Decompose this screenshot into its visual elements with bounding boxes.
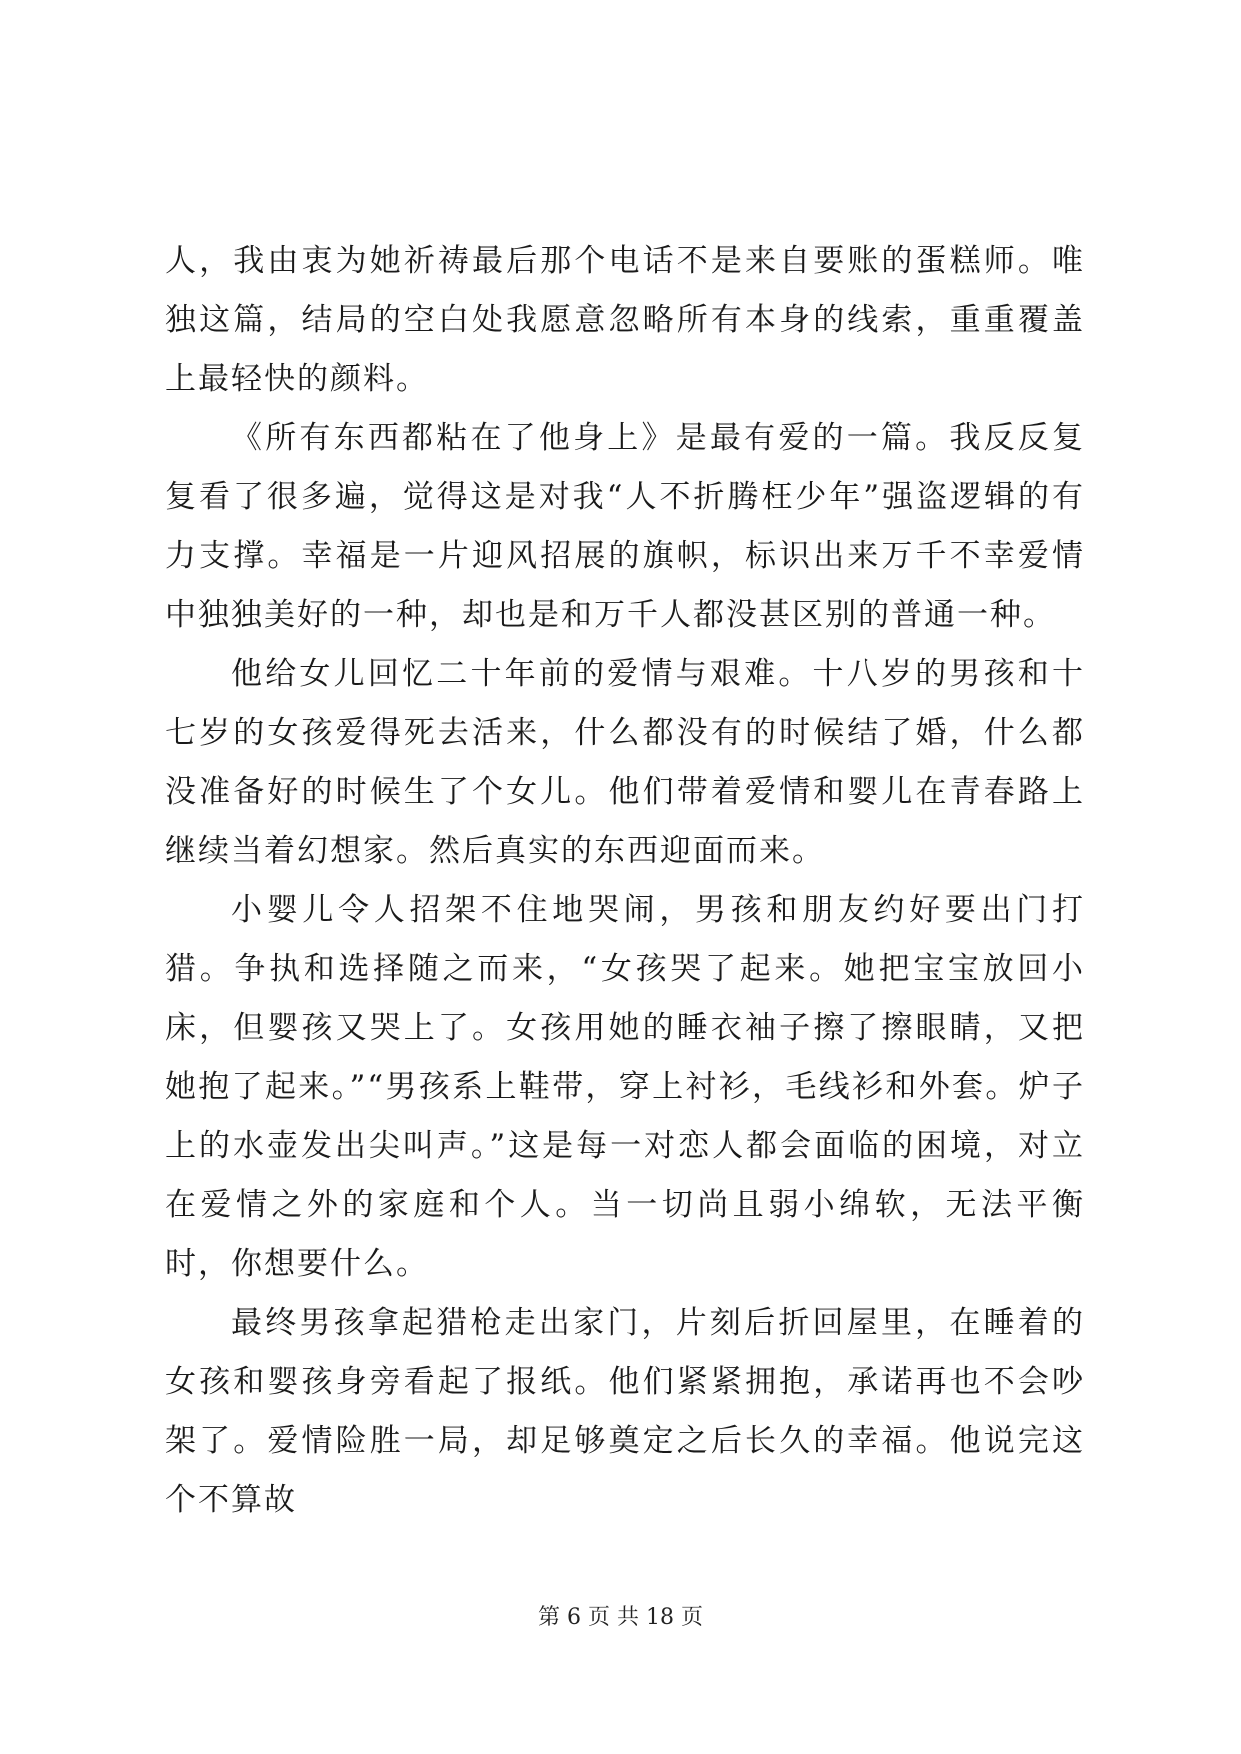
document-body <box>165 232 1085 1530</box>
paragraph: 小婴儿令人招架不住地哭闹，男孩和朋友约好要出门打猎。争执和选择随之而来，“女孩哭了起来。她把宝宝放回小床，但婴孩又哭上了。女孩用她的睡衣袖子擦了擦眼睛，又把她抱了起来。”“男孩系上鞋带，穿上衬衫，毛线衫和外套。炉子上的水壶发出尖叫声。”这是每一对恋人都会面临的困境，对立在爱情之外的家庭和个人。当一切尚且弱小绵软，无法平衡时，你想要什么。 <box>165 892 1085 1282</box>
page-footer: 第 6 页 共 18 页 <box>538 1605 703 1630</box>
paragraph-continued: 人，我由衷为她祈祷最后那个电话不是来自要账的蛋糕师。唯独这篇，结局的空白处我愿意忽略所有本身的线索，重重覆盖上最轻快的颜料。 <box>165 243 1085 397</box>
paragraph: 《所有东西都粘在了他身上》是最有爱的一篇。我反反复复看了很多遍，觉得这是对我“人不折腾枉少年”强盗逻辑的有力支撑。幸福是一片迎风招展的旗帜，标识出来万千不幸爱情中独独美好的一种，却也是和万千人都没甚区别的普通一种。 <box>165 420 1085 633</box>
paragraph: 最终男孩拿起猎枪走出家门，片刻后折回屋里，在睡着的女孩和婴孩身旁看起了报纸。他们紧紧拥抱，承诺再也不会吵架了。爱情险胜一局，却足够奠定之后长久的幸福。他说完这个不算故 <box>165 1305 1085 1518</box>
paragraph: 他给女儿回忆二十年前的爱情与艰难。十八岁的男孩和十七岁的女孩爱得死去活来，什么都没有的时候结了婚，什么都没准备好的时候生了个女儿。他们带着爱情和婴儿在青春路上继续当着幻想家。然后真实的东西迎面而来。 <box>165 656 1085 869</box>
